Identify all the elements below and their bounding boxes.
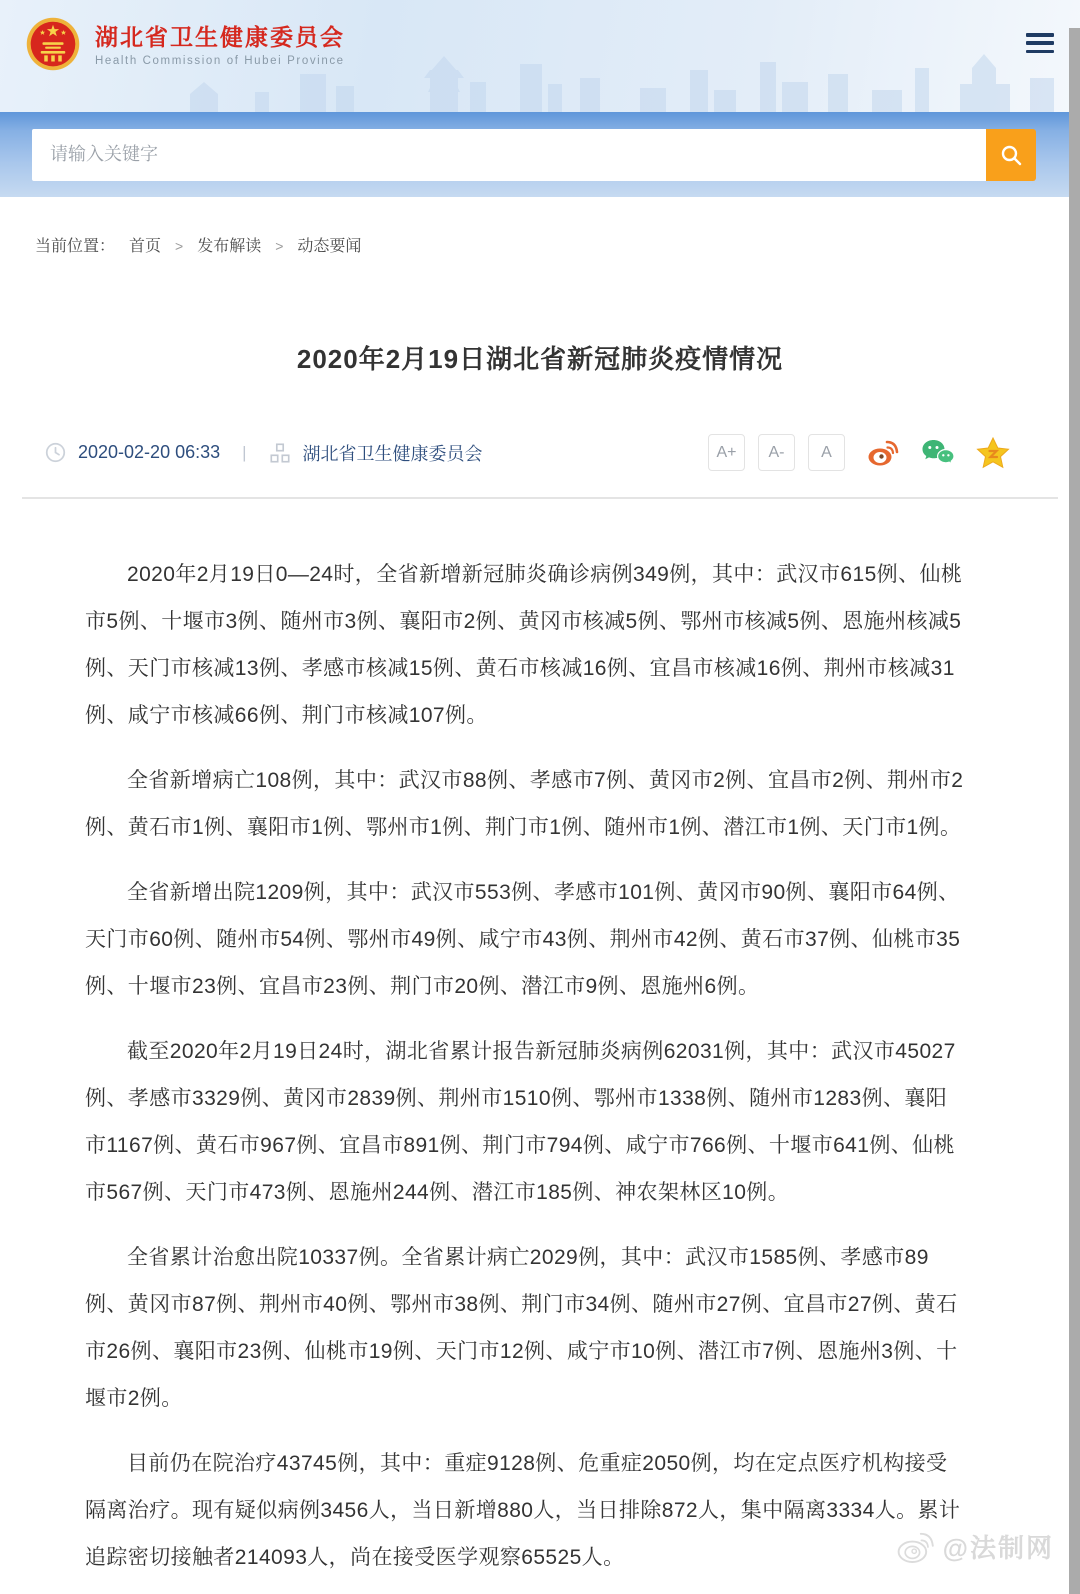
watermark [895, 1528, 1054, 1565]
breadcrumb-label: 当前位置： [35, 238, 116, 255]
search-box [32, 129, 1036, 181]
site-subtitle: Health Commission of Hubei Province [95, 54, 345, 67]
breadcrumb-separator: > [275, 238, 284, 254]
qzone-icon[interactable] [976, 437, 1010, 469]
article-paragraph: 全省累计治愈出院10337例。全省累计病亡2029例，其中：武汉市1585例、孝感市89例、黄冈市87例、荆州市40例、鄂州市38例、荆门市34例、随州市27例、宜昌市27例、黄石市26例、襄阳市23例、仙桃市19例、天门市12例、咸宁市10例、潜江市7例、恩施州3例、十堰市2例。 [85, 1246, 958, 1410]
font-decrease-button[interactable]: A- [758, 434, 795, 471]
national-emblem-logo [25, 16, 81, 72]
breadcrumb-item-news[interactable]: 动态要闻 [297, 238, 362, 255]
font-increase-button[interactable]: A+ [708, 434, 745, 471]
brand-text [95, 22, 345, 67]
meta-separator: | [242, 442, 247, 462]
article-paragraph: 全省新增出院1209例，其中：武汉市553例、孝感市101例、黄冈市90例、襄阳市64例、天门市60例、随州市54例、鄂州市49例、咸宁市43例、荆州市42例、黄石市37例、仙桃市35例、十堰市23例、宜昌市23例、荆门市20例、潜江市9例、恩施州6例。 [85, 881, 961, 998]
wechat-icon[interactable] [921, 437, 955, 469]
watermark-text: @法制网 [942, 1533, 1054, 1563]
breadcrumb [0, 197, 1080, 273]
search-button[interactable] [986, 129, 1036, 181]
article-paragraph: 目前仍在院治疗43745例，其中：重症9128例、危重症2050例，均在定点医疗机构接受隔离治疗。现有疑似病例3456人，当日新增880人，当日排除872人，集中隔离3334人。累计追踪密切接触者214093人，尚在接受医学观察65525人。 [85, 1452, 961, 1569]
weibo-outline-icon [895, 1529, 937, 1565]
article-meta-row [45, 434, 1010, 471]
hamburger-icon[interactable] [1026, 33, 1054, 53]
article-title: 2020年2月19日湖北省新冠肺炎疫情情况 [296, 344, 784, 374]
search-input[interactable] [32, 129, 986, 181]
search-band [0, 112, 1080, 197]
right-edge-strip [1069, 28, 1080, 1594]
article-paragraph: 截至2020年2月19日24时，湖北省累计报告新冠肺炎病例62031例，其中：武汉市45027例、孝感市3329例、黄冈市2839例、荆州市1510例、鄂州市1338例、随州市1283例、襄阳市1167例、黄石市967例、宜昌市891例、荆门市794例、咸宁市766例、十堰市641例、仙桃市567例、天门市473例、恩施州244例、潜江市185例、神农架林区10例。 [85, 1040, 956, 1204]
publish-date: 2020-02-20 06:33 [78, 442, 221, 462]
breadcrumb-item-home[interactable]: 首页 [129, 238, 162, 255]
sitemap-icon [269, 442, 291, 464]
brand[interactable] [25, 16, 345, 72]
article-body [0, 499, 1080, 1581]
font-reset-button[interactable]: A [808, 434, 845, 471]
clock-icon [45, 442, 66, 463]
breadcrumb-separator: > [175, 238, 184, 254]
site-header [0, 0, 1080, 112]
search-icon [999, 143, 1023, 167]
weibo-icon[interactable] [866, 437, 900, 469]
article-paragraph: 全省新增病亡108例，其中：武汉市88例、孝感市7例、黄冈市2例、宜昌市2例、荆州市2例、黄石市1例、襄阳市1例、鄂州市1例、荆门市1例、随州市1例、潜江市1例、天门市1例。 [85, 769, 964, 839]
article [0, 339, 1080, 1581]
article-meta-left [45, 440, 483, 466]
article-source: 湖北省卫生健康委员会 [302, 443, 483, 464]
article-paragraph: 2020年2月19日0—24时，全省新增新冠肺炎确诊病例349例，其中：武汉市615例、仙桃市5例、十堰市3例、随州市3例、襄阳市2例、黄冈市核减5例、鄂州市核减5例、恩施州核减5例、天门市核减13例、孝感市核减15例、黄石市核减16例、宜昌市核减16例、荆州市核减31例、咸宁市核减66例、荆门市核减107例。 [85, 563, 963, 727]
site-title: 湖北省卫生健康委员会 [95, 23, 345, 50]
article-meta-right [708, 434, 1010, 471]
breadcrumb-item-releases[interactable]: 发布解读 [197, 238, 262, 255]
